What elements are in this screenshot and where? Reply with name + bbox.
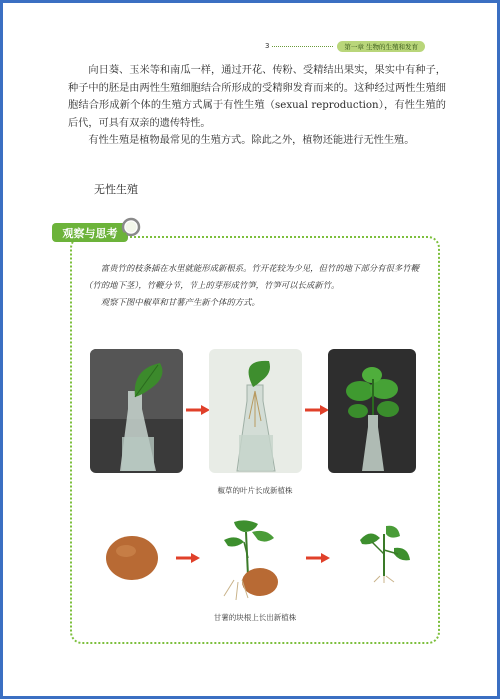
new-plant-photo bbox=[328, 349, 416, 473]
observe-tab: 观察与思考 bbox=[52, 223, 128, 242]
sprouting-potato-photo bbox=[214, 518, 286, 602]
arrow-right-icon bbox=[186, 405, 210, 415]
observe-text bbox=[84, 260, 430, 311]
paragraph: 观察下图中椒草和甘薯产生新个体的方式。 bbox=[100, 297, 260, 307]
paragraph: 向日葵、玉米等和南瓜一样，通过开花、传粉、受精结出果实，果实中有种子，种子中的胚是由两性生殖细胞结合所形成的受精卵发育而来的。这种经过两性生殖细胞结合形成新个体的生殖方式属于有性生殖（sexual reproduction），有性生殖的后代，可具有双亲的遗传特性。 bbox=[68, 65, 446, 129]
page-number: 3 bbox=[265, 42, 270, 50]
young-plant-photo bbox=[350, 520, 418, 584]
page-header bbox=[265, 40, 425, 52]
caption-bottom: 甘薯的块根上长出新植株 bbox=[213, 613, 297, 622]
arrow-right-icon bbox=[305, 405, 329, 415]
paragraph: 富贵竹的枝条插在水里就能形成新根系。竹开花较为少见，但竹的地下部分有很多竹鞭（竹的地下茎），竹鞭分节，节上的芽形成竹笋，竹笋可以长成新竹。 bbox=[84, 263, 420, 290]
sweet-potato-photo bbox=[102, 531, 162, 585]
body-text bbox=[68, 62, 446, 150]
rooting-leaf-photo bbox=[209, 349, 302, 473]
chapter-label: 第一章 生物的生殖和发育 bbox=[337, 41, 425, 52]
section-title: 无性生殖 bbox=[94, 183, 138, 196]
header-divider bbox=[272, 46, 333, 47]
magnifier-icon bbox=[118, 216, 144, 242]
leaf-in-flask-photo bbox=[90, 349, 183, 473]
arrow-right-icon bbox=[306, 553, 330, 563]
caption-top: 椒草的叶片长成新植株 bbox=[217, 486, 293, 495]
arrow-right-icon bbox=[176, 553, 200, 563]
paragraph: 有性生殖是植物最常见的生殖方式。除此之外，植物还能进行无性生殖。 bbox=[88, 135, 415, 147]
